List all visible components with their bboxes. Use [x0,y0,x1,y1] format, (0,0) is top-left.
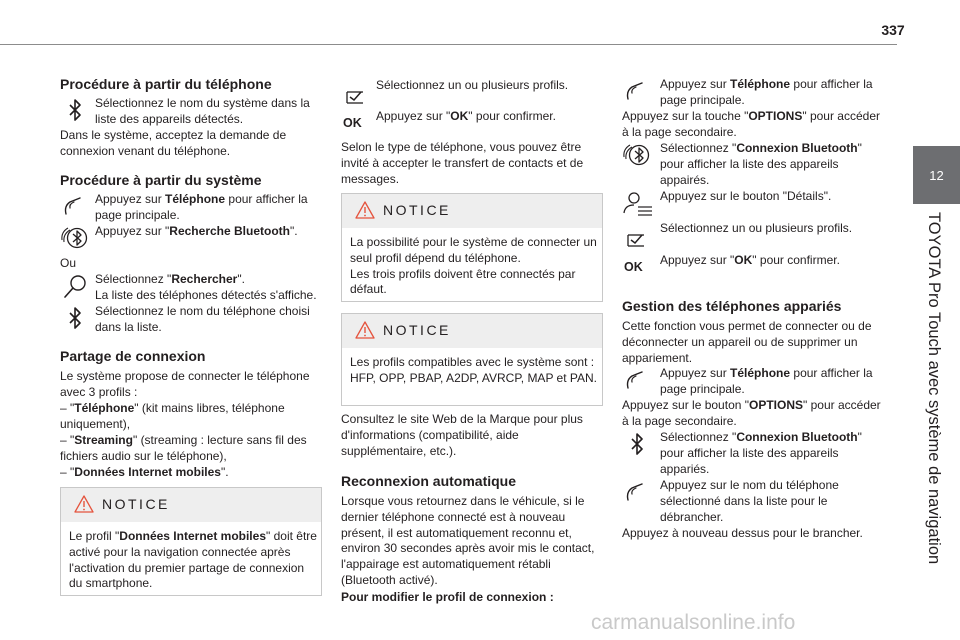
heading-reconnexion: Reconnexion automatique [341,473,517,489]
paragraph-gestion-intro: Cette fonction vous permet de connecter ou de déconnecter un appareil ou de supprimer un appariement. [622,319,872,365]
step-press-telephone-2: Appuyez sur Téléphone pour afficher la page principale. [622,366,884,398]
warning-icon [354,200,376,220]
heading-gestion-telephones: Gestion des téléphones appariés [622,298,842,314]
list-item-donnees: – "Données Internet mobiles". [60,465,229,479]
step-press-ok: OK Appuyez sur "OK" pour confirmer. [341,109,603,125]
heading-procedure-telephone: Procédure à partir du téléphone [60,76,272,92]
list-item-streaming: – "Streaming" (streaming : lecture sans fil des fichiers audio sur le téléphone), [60,433,307,463]
notice-title: NOTICE [383,202,451,218]
tap-finger-icon [622,366,654,396]
search-icon [60,272,92,302]
paragraph-brand-website: Consultez le site Web de la Marque pour plus d'informations (compatibilité, aide supplémentaire, etc.). [341,412,583,458]
chapter-title-vertical [921,212,945,602]
paragraph-options-key: Appuyez sur la touche "OPTIONS" pour accéder à la page secondaire. [622,109,880,139]
paragraph-transfer-contacts: Selon le type de téléphone, vous pouvez être invité à accepter le transfert de contacts et de messages. [341,140,584,186]
step-press-details: Appuyez sur le bouton "Détails". [622,189,884,205]
chapter-title: TOYOTA Pro Touch avec système de navigation [925,212,943,565]
notice-title: NOTICE [102,496,170,512]
step-select-system-name: Sélectionnez le nom du système dans la liste des appareils détectés. [60,96,322,128]
step-press-bluetooth-search: Appuyez sur "Recherche Bluetooth". [60,224,322,240]
tap-finger-icon [622,77,654,107]
ok-icon: OK [343,116,362,130]
warning-icon [73,494,95,514]
step-select-bluetooth-connection-2: Sélectionnez "Connexion Bluetooth" pour afficher la liste des appareils appariés. [622,430,884,477]
notice-box-single-profile [341,193,603,302]
paragraph-modify-profile: Pour modifier le profil de connexion : [341,590,554,604]
notice-body: Les profils compatibles avec le système sont : HFP, OPP, PBAP, A2DP, AVRCP, MAP et PAN. [350,355,598,385]
notice-header [61,488,321,522]
checkbox-list-icon [341,78,373,108]
watermark: carmanualsonline.info [591,611,796,634]
bluetooth-icon [622,430,654,460]
bluetooth-icon [60,304,92,334]
step-select-rechercher: Sélectionnez "Rechercher". La liste des téléphones détectés s'affiche. [60,272,322,304]
heading-procedure-systeme: Procédure à partir du système [60,172,262,188]
step-select-bluetooth-connection: Sélectionnez "Connexion Bluetooth" pour afficher la liste des appareils appairés. [622,141,884,188]
step-press-ok: OK Appuyez sur "OK" pour confirmer. [622,253,884,269]
warning-icon [354,320,376,340]
notice-header [342,314,602,348]
list-item-telephone: – "Téléphone" (kit mains libres, téléphone uniquement), [60,401,285,431]
text-ou: Ou [60,256,77,270]
notice-header [342,194,602,228]
notice-box-donnees [60,487,322,596]
tap-finger-icon [622,478,654,508]
bluetooth-search-icon [60,224,92,254]
step-press-phone-name: Appuyez sur le nom du téléphone sélectionné dans la liste pour le débrancher. [622,478,884,525]
user-details-icon [622,189,654,219]
paragraph-options-button: Appuyez sur le bouton "OPTIONS" pour accéder à la page secondaire. [622,398,881,428]
paragraph-reconnect: Appuyez à nouveau dessus pour le brancher. [622,526,863,540]
paragraph-accept-request: Dans le système, acceptez la demande de connexion venant du téléphone. [60,128,287,158]
paragraph-reconnexion: Lorsque vous retournez dans le véhicule, si le dernier téléphone connecté est à nouveau présent, il est automatiquement reconnu et, environ 30 secondes après avoir mis le contact, l'appairage est automatiquement rétabli (Bluetooth activé). [341,494,595,587]
step-press-telephone: Appuyez sur Téléphone pour afficher la page principale. [622,77,884,109]
checkbox-list-icon [622,221,654,251]
ok-icon: OK [624,260,643,274]
tap-finger-icon [60,192,92,222]
notice-body: La possibilité pour le système de connecter un seul profil dépend du téléphone. Les trois profils doivent être connectés par défaut. [350,235,597,297]
heading-partage-connexion: Partage de connexion [60,348,206,364]
page-number: 337 [881,22,905,38]
header-rule [0,44,897,45]
bluetooth-icon [60,96,92,126]
notice-title: NOTICE [383,322,451,338]
step-select-phone-name: Sélectionnez le nom du téléphone choisi dans la liste. [60,304,322,336]
step-select-profiles: Sélectionnez un ou plusieurs profils. [341,78,603,94]
step-press-telephone: Appuyez sur Téléphone pour afficher la page principale. [60,192,322,224]
step-select-profiles: Sélectionnez un ou plusieurs profils. [622,221,884,237]
paragraph-profiles-intro: Le système propose de connecter le téléphone avec 3 profils : [60,369,310,399]
notice-box-compatible-profiles [341,313,603,406]
notice-body: Le profil "Données Internet mobiles" doit être activé pour la navigation connectée après l'activation du premier partage de connexion du smartphone. [69,529,317,591]
chapter-tab: 12 [913,146,960,204]
bluetooth-search-icon [622,141,654,171]
